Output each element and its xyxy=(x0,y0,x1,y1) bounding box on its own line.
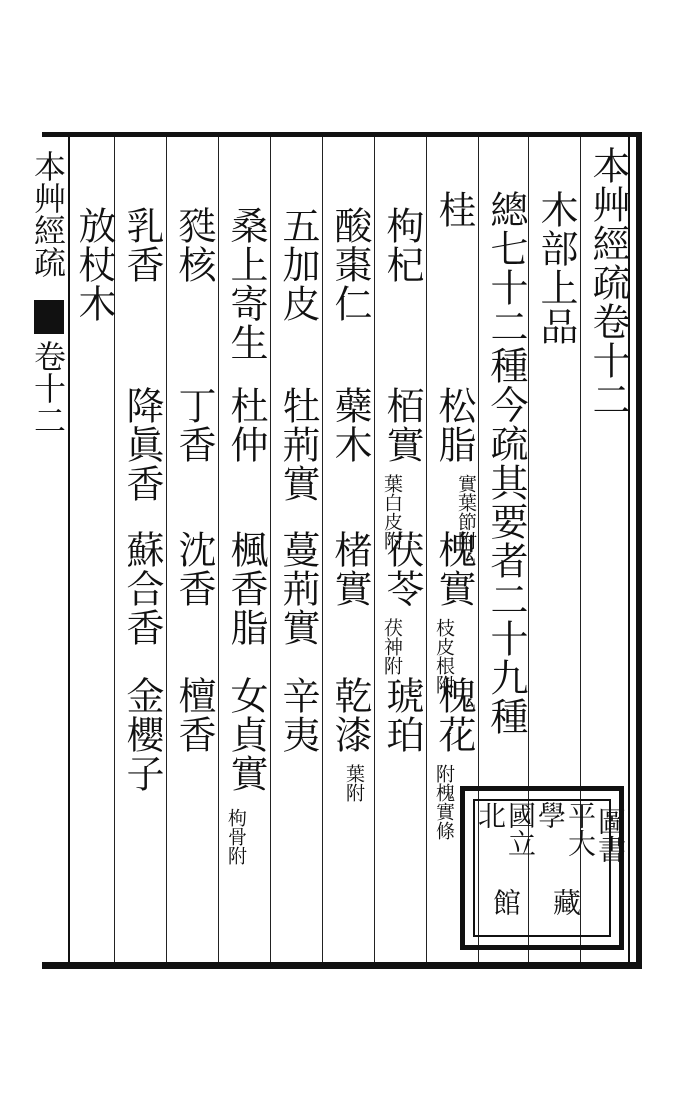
annotation: 葉白皮附 xyxy=(381,474,403,550)
frame-right-border xyxy=(636,132,642,969)
entry: 楮實 xyxy=(328,530,372,608)
frame-top-border xyxy=(42,132,642,137)
entry: 丁香 xyxy=(172,386,216,464)
frame-bottom-border xyxy=(42,962,642,969)
library-seal-stamp xyxy=(460,786,627,950)
entry: 金櫻子 xyxy=(120,676,164,793)
entry: 枸杞 xyxy=(380,206,424,284)
fore-edge-volume: 卷十二 xyxy=(29,340,67,436)
entry: 桑上寄生 xyxy=(224,206,268,362)
entry: 蘗木 xyxy=(328,386,372,464)
entry: 杜仲 xyxy=(224,386,268,464)
column-rule xyxy=(322,137,323,962)
entry: 桂 xyxy=(432,190,476,229)
entry: 蘇合香 xyxy=(120,530,164,647)
entry: 女貞實 xyxy=(224,676,268,793)
entry: 甤核 xyxy=(172,206,216,284)
seal-glyph: 館 xyxy=(489,887,522,916)
annotation: 附槐實條 xyxy=(433,764,455,840)
section-heading: 木部上品 xyxy=(534,190,578,346)
entry: 酸棗仁 xyxy=(328,206,372,323)
seal-glyph: 藏 xyxy=(549,887,582,916)
entry: 松脂 xyxy=(432,386,476,464)
entry: 沈香 xyxy=(172,530,216,608)
column-rule xyxy=(166,137,167,962)
entry: 檀香 xyxy=(172,676,216,754)
column-rule xyxy=(426,137,427,962)
annotation: 枝皮根附 xyxy=(433,618,455,694)
annotation: 枸骨附 xyxy=(225,808,247,865)
seal-glyph: 平大學 xyxy=(534,801,597,857)
annotation: 實葉節附 xyxy=(455,474,477,550)
entry: 牡荊實 xyxy=(276,386,320,503)
entry: 五加皮 xyxy=(276,206,320,323)
column-rule xyxy=(270,137,271,962)
entry: 栢實 xyxy=(380,386,424,464)
annotation: 葉附 xyxy=(343,764,365,802)
seal-glyph-blank xyxy=(595,868,625,935)
seal-glyph: 圖書 xyxy=(594,806,627,863)
fish-tail-mark xyxy=(34,300,64,334)
count-line: 總七十二種今疏其要者二十九種 xyxy=(484,190,528,736)
entry: 槐花 xyxy=(432,676,476,754)
entry: 乳香 xyxy=(120,206,164,284)
entry: 放杖木 xyxy=(72,206,116,323)
volume-title: 本艸經疏卷十二 xyxy=(586,146,630,419)
entry: 乾漆 xyxy=(328,676,372,754)
entry: 辛夷 xyxy=(276,676,320,754)
column-rule xyxy=(374,137,375,962)
column-rule xyxy=(218,137,219,962)
entry: 槐實 xyxy=(432,530,476,608)
entry: 琥珀 xyxy=(380,676,424,754)
annotation: 茯神附 xyxy=(381,618,403,675)
entry: 楓香脂 xyxy=(224,530,268,647)
frame-left-inner-border xyxy=(68,137,70,962)
entry: 蔓荊實 xyxy=(276,530,320,647)
fore-edge-title: 本艸經疏 xyxy=(29,150,67,278)
entry: 降眞香 xyxy=(120,386,164,503)
entry: 茯苓 xyxy=(380,530,424,608)
seal-glyph: 國立北 xyxy=(474,801,537,857)
